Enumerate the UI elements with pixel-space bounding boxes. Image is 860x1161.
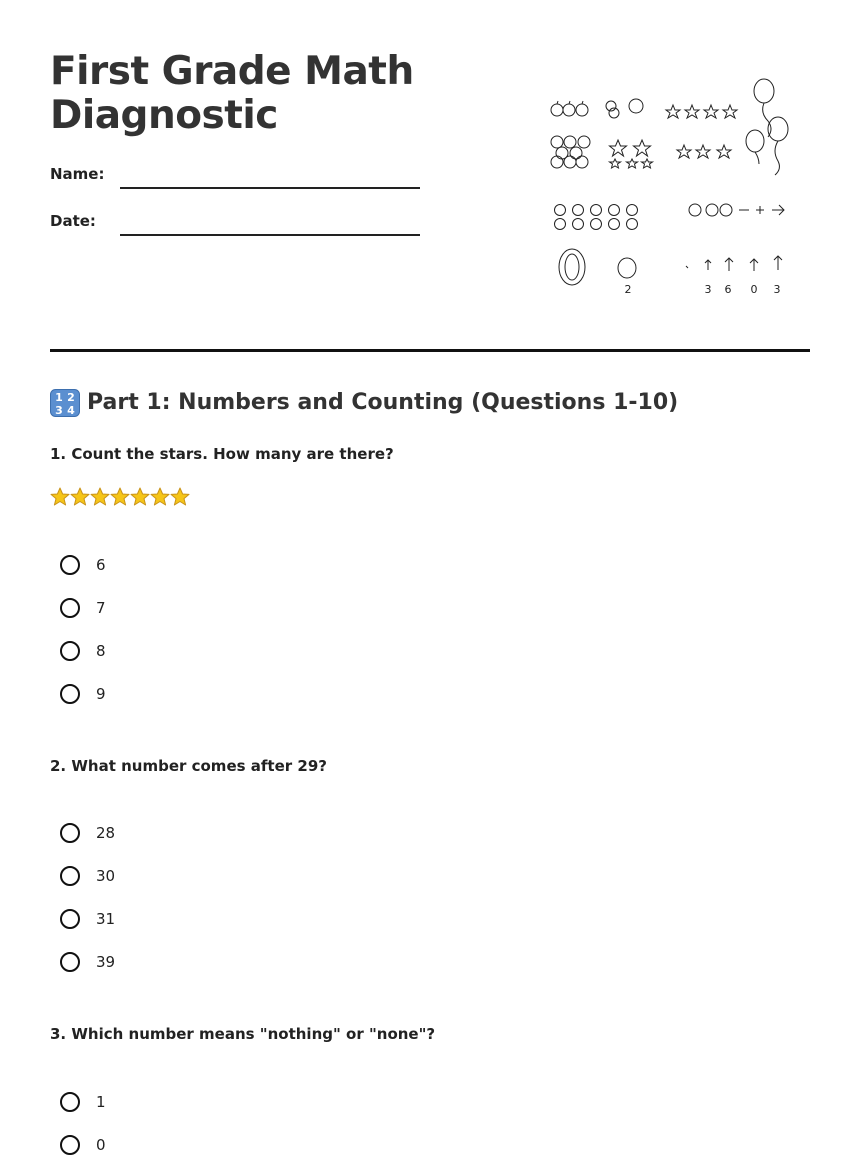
option-label: 39	[96, 953, 116, 971]
option-label: 7	[96, 599, 106, 617]
question-2-text: 2. What number comes after 29?	[50, 757, 327, 775]
radio-button[interactable]	[60, 555, 80, 575]
radio-button[interactable]	[60, 1092, 80, 1112]
q3-option-b[interactable]	[60, 1135, 106, 1155]
title-line-2: Diagnostic	[50, 93, 278, 138]
illustration-label: 2	[624, 283, 632, 296]
radio-button[interactable]	[60, 952, 80, 972]
illustration-labels	[625, 283, 781, 296]
q2-option-c[interactable]	[60, 909, 115, 929]
apple-group-icon	[551, 99, 643, 118]
q1-option-c[interactable]	[60, 641, 106, 661]
name-line	[120, 187, 420, 189]
star-icon	[110, 487, 130, 507]
option-label: 0	[96, 1136, 106, 1154]
date-line	[120, 234, 420, 236]
radio-button[interactable]	[60, 823, 80, 843]
option-label: 30	[96, 867, 116, 885]
illustration-label: 0	[750, 283, 758, 296]
name-field[interactable]	[120, 159, 424, 185]
option-label: 1	[96, 1093, 106, 1111]
illustration-label: 3	[704, 283, 712, 296]
svg-text:3: 3	[55, 404, 63, 417]
illustration-label: 6	[724, 283, 732, 296]
star-icon	[130, 487, 150, 507]
zero-shape-icon	[559, 249, 636, 285]
radio-button[interactable]	[60, 866, 80, 886]
question-1-text: 1. Count the stars. How many are there?	[50, 445, 394, 463]
svg-text:4: 4	[67, 404, 75, 417]
question-3-text: 3. Which number means "nothing" or "none"?	[50, 1025, 436, 1043]
part-1-heading	[50, 388, 678, 418]
q2-option-a[interactable]	[60, 823, 115, 843]
option-label: 28	[96, 824, 116, 842]
radio-button[interactable]	[60, 598, 80, 618]
radio-button[interactable]	[60, 684, 80, 704]
page-title	[50, 50, 414, 138]
date-field[interactable]	[120, 206, 424, 232]
radio-button[interactable]	[60, 909, 80, 929]
illustration-label: 3	[773, 283, 781, 296]
q1-option-b[interactable]	[60, 598, 106, 618]
numbers-1234-icon	[50, 389, 80, 417]
option-label: 31	[96, 910, 116, 928]
counting-circles-icon	[555, 205, 638, 230]
star-icon	[70, 487, 90, 507]
option-label: 9	[96, 685, 106, 703]
balloons-icon	[746, 79, 788, 175]
radio-button[interactable]	[60, 1135, 80, 1155]
operators-icon	[689, 204, 784, 216]
star-icon	[170, 487, 190, 507]
q3-option-a[interactable]	[60, 1092, 106, 1112]
apple-cluster-icon	[551, 136, 590, 168]
star-row	[50, 487, 190, 507]
star-icon	[50, 487, 70, 507]
option-label: 8	[96, 642, 106, 660]
svg-text:2: 2	[67, 391, 75, 404]
q1-option-a[interactable]	[60, 555, 106, 575]
name-label: Name:	[50, 165, 105, 183]
q2-option-d[interactable]	[60, 952, 115, 972]
arrows-icon	[686, 256, 782, 271]
q2-option-b[interactable]	[60, 866, 115, 886]
part-1-heading-text: Part 1: Numbers and Counting (Questions 1-10)	[87, 390, 679, 415]
date-label: Date:	[50, 212, 96, 230]
math-doodle-illustration	[540, 70, 800, 310]
section-divider	[50, 349, 810, 352]
option-label: 6	[96, 556, 106, 574]
svg-text:1: 1	[55, 391, 63, 404]
q1-option-d[interactable]	[60, 684, 106, 704]
outline-stars-icon	[610, 105, 738, 168]
radio-button[interactable]	[60, 641, 80, 661]
star-icon	[90, 487, 110, 507]
star-icon	[150, 487, 170, 507]
title-line-1: First Grade Math	[50, 49, 414, 94]
